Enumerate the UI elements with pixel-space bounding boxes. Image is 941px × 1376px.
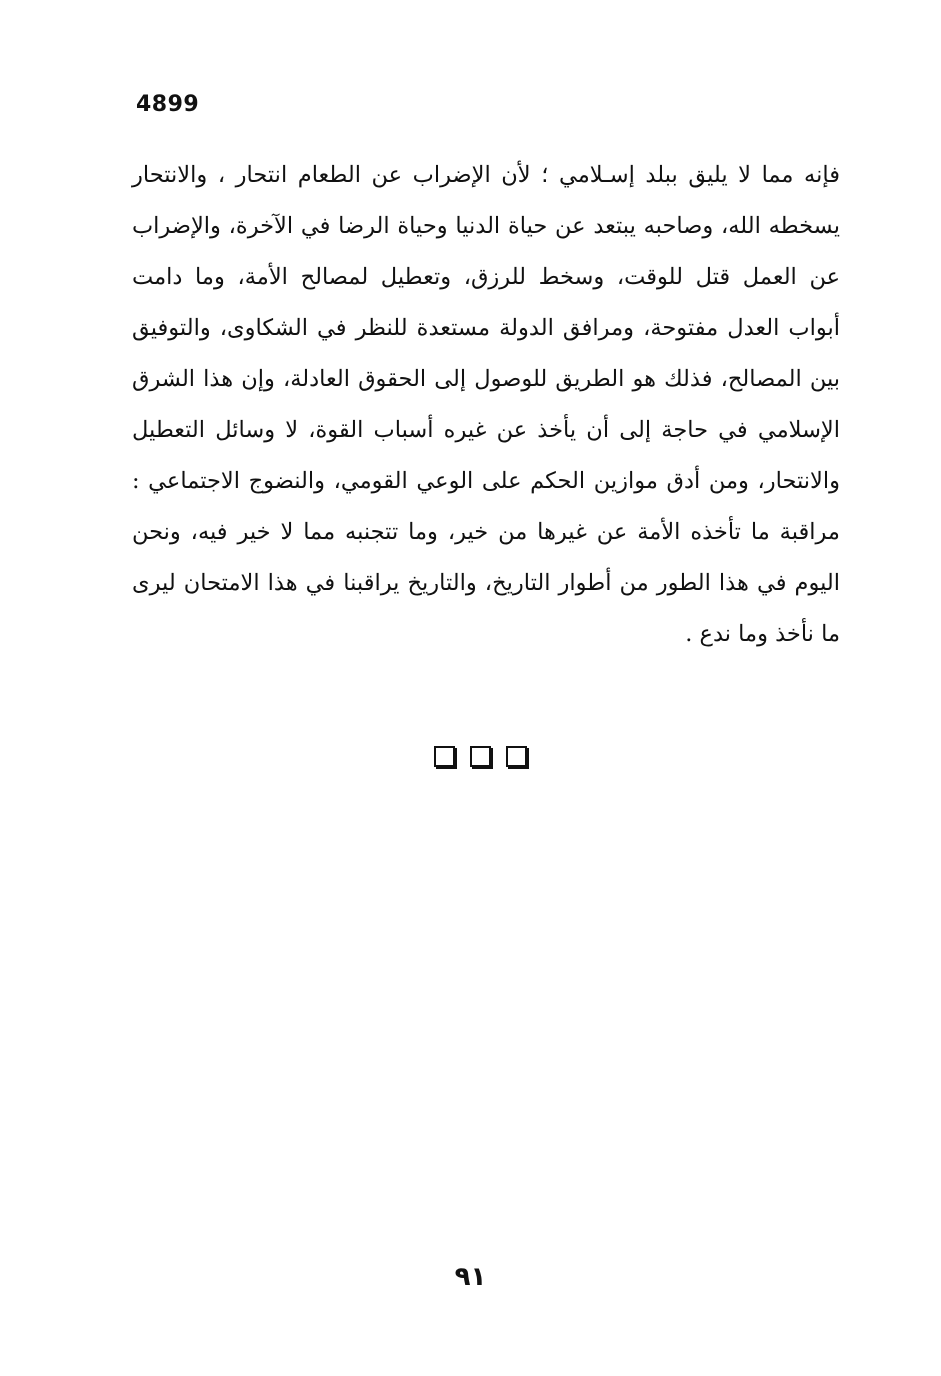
- square-ornament-icon: [506, 746, 527, 767]
- square-ornament-icon: [470, 746, 491, 767]
- text-line: مراقبة ما تأخذه الأمة عن غيرها من خير، وما تتجنبه مما لا خير فيه، ونحن: [132, 519, 840, 545]
- text-line: يسخطه الله، وصاحبه يبتعد عن حياة الدنيا وحياة الرضا في الآخرة، والإضراب: [132, 213, 840, 239]
- text-line: عن العمل قتل للوقت، وسخط للرزق، وتعطيل لمصالح الأمة، وما دامت: [132, 264, 840, 290]
- page-number: ٩١: [454, 1262, 487, 1292]
- text-line: أبواب العدل مفتوحة، ومرافق الدولة مستعدة للنظر في الشكاوى، والتوفيق: [132, 315, 840, 341]
- text-line: ما نأخذ وما ندع .: [685, 621, 840, 647]
- text-line: اليوم في هذا الطور من أطوار التاريخ، والتاريخ يراقبنا في هذا الامتحان ليرى: [132, 570, 840, 596]
- body-paragraph: [132, 150, 840, 660]
- section-separator: [434, 746, 527, 767]
- reference-number: 4899: [136, 92, 200, 117]
- square-ornament-icon: [434, 746, 455, 767]
- text-line: الإسلامي في حاجة إلى أن يأخذ عن غيره أسباب القوة، لا وسائل التعطيل: [132, 417, 840, 443]
- text-line: فإنه مما لا يليق ببلد إسـلامي ؛ لأن الإضراب عن الطعام انتحار ، والانتحار: [132, 162, 840, 188]
- text-line: والانتحار، ومن أدق موازين الحكم على الوعي القومي، والنضوج الاجتماعي :: [132, 468, 840, 494]
- text-line: بين المصالح، فذلك هو الطريق للوصول إلى الحقوق العادلة، وإن هذا الشرق: [132, 366, 840, 392]
